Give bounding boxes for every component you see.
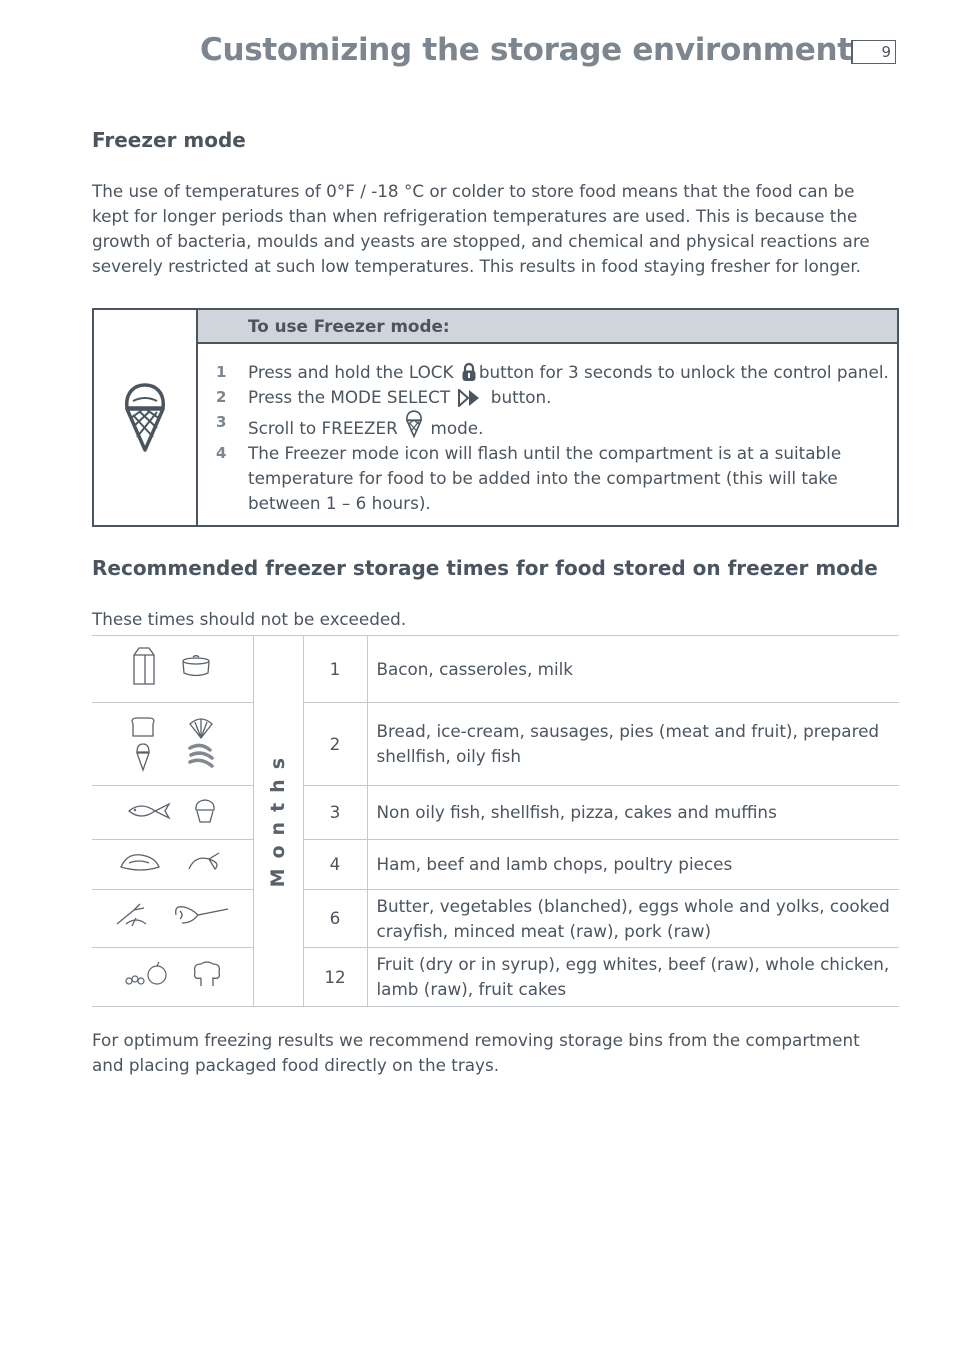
table-row (92, 786, 899, 840)
food-description: Ham, beef and lamb chops, poultry pieces (367, 840, 899, 890)
ice-cream-cone-icon (405, 410, 423, 438)
step-text: Press the MODE SELECT (248, 387, 451, 407)
months-value: 3 (303, 786, 367, 840)
months-value: 6 (303, 890, 367, 948)
ice-cream-cone-icon (123, 382, 167, 454)
milk-carton-icon (131, 645, 157, 687)
food-icons-cell (92, 840, 253, 890)
page-number: 9 (881, 43, 891, 61)
step-text: Press and hold the LOCK (248, 362, 454, 382)
months-value: 12 (303, 948, 367, 1007)
step-text: mode. (430, 418, 484, 438)
casserole-pot-icon (179, 653, 213, 679)
storage-times-note: These times should not be exceeded. (92, 609, 407, 629)
instructions-title: To use Freezer mode: (248, 316, 450, 336)
ham-icon (119, 849, 163, 873)
step-4 (216, 441, 891, 516)
lamb-icon (191, 960, 223, 988)
step-text: The Freezer mode icon will flash until the compartment is at a suitable temperature for food to be added into the compartment (this will take between 1 – 6 hours). (248, 443, 842, 513)
table-row (92, 703, 899, 786)
step-1 (216, 360, 891, 385)
freezer-mode-intro: The use of temperatures of 0°F / -18 °C or colder to store food means that the food can be kept for longer periods than when refrigeration temperatures are used. This is because the growth of bacteria, moulds and yeasts are stopped, and chemical and physical reactions are severely restricted at such low temperatures. This results in food staying fresher for longer. (92, 181, 870, 276)
crayfish-icon (172, 903, 230, 927)
food-description: Butter, vegetables (blanched), eggs whole and yolks, cooked crayfish, minced meat (raw), pork (raw) (367, 890, 899, 948)
table-row (92, 636, 899, 703)
footer-note: For optimum freezing results we recommend removing storage bins from the compartment and placing packaged food directly on the trays. (92, 1030, 860, 1075)
months-value: 1 (303, 636, 367, 703)
step-text: button. (490, 387, 552, 407)
food-description: Bacon, casseroles, milk (367, 636, 899, 703)
table-row (92, 948, 899, 1007)
food-icons-cell (92, 786, 253, 840)
food-icons-cell (92, 636, 253, 703)
step-text: button for 3 seconds to unlock the control panel. (478, 362, 889, 382)
ice-cream-icon (134, 742, 152, 772)
instructions-steps (216, 360, 891, 516)
poultry-icon (185, 849, 225, 873)
instructions-icon-cell (94, 310, 198, 525)
step-number: 4 (216, 444, 227, 462)
storage-times-heading: Recommended freezer storage times for food stored on freezer mode (92, 556, 878, 580)
months-value: 2 (303, 703, 367, 786)
step-2 (216, 385, 891, 410)
step-3 (216, 410, 891, 441)
step-text: Scroll to FREEZER (248, 418, 398, 438)
fruit-icon (121, 961, 169, 987)
food-description: Non oily fish, shellfish, pizza, cakes and muffins (367, 786, 899, 840)
food-icons-cell (92, 890, 253, 948)
sausages-icon (186, 742, 216, 770)
months-value: 4 (303, 840, 367, 890)
page-title: Customizing the storage environment (200, 32, 852, 68)
vegetables-icon (114, 902, 150, 928)
step-number: 2 (216, 388, 227, 406)
muffin-icon (193, 798, 217, 824)
table-row (92, 890, 899, 948)
months-cell (253, 636, 303, 1007)
lock-icon (461, 362, 477, 382)
food-icons-cell (92, 948, 253, 1007)
food-description: Bread, ice-cream, sausages, pies (meat and fruit), prepared shellfish, oily fish (367, 703, 899, 786)
fish-icon (127, 801, 171, 821)
step-number: 1 (216, 363, 227, 381)
step-number: 3 (216, 413, 227, 431)
shellfish-icon (187, 716, 215, 740)
freezer-mode-heading: Freezer mode (92, 128, 246, 152)
page-number-box (851, 40, 896, 64)
table-row (92, 840, 899, 890)
food-description: Fruit (dry or in syrup), egg whites, beef (raw), whole chicken, lamb (raw), fruit cakes (367, 948, 899, 1007)
instructions-box (92, 308, 899, 527)
double-chevron-icon (457, 389, 483, 407)
months-label: Months (266, 747, 289, 888)
bread-icon (128, 716, 158, 738)
instructions-header (198, 310, 897, 344)
storage-times-table (92, 635, 899, 1007)
food-icons-cell (92, 703, 253, 786)
